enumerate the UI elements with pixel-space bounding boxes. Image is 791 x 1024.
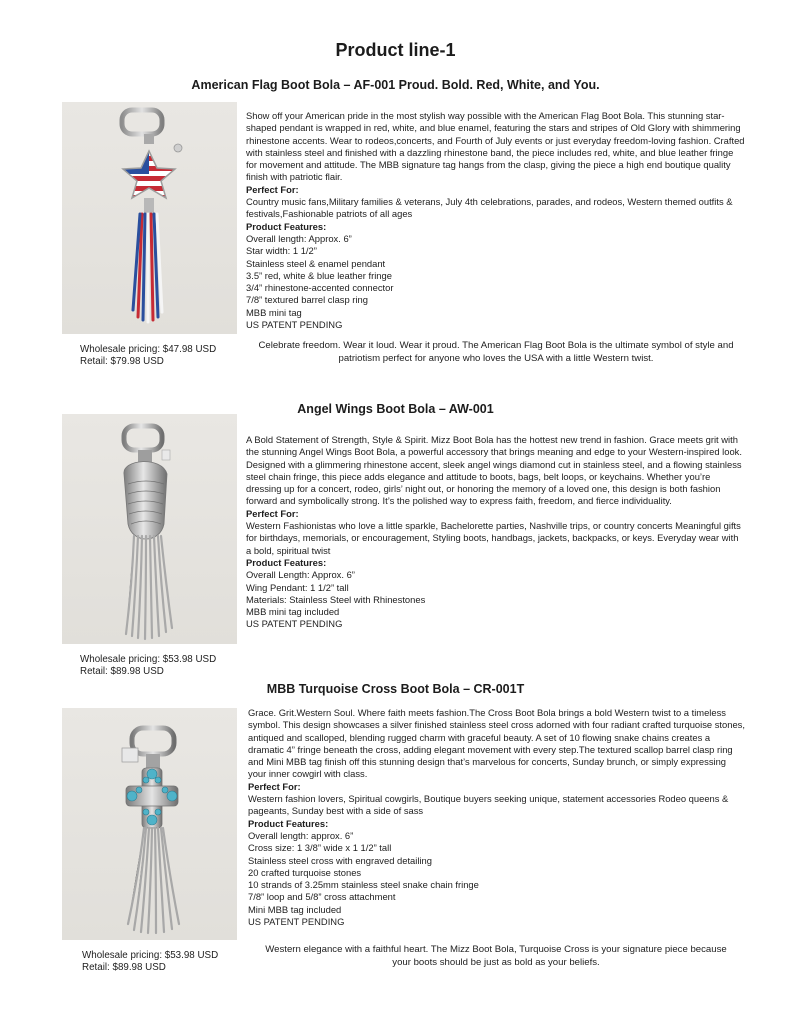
american-flag-description: [246, 110, 746, 331]
description-text: Grace. Grit.Western Soul. Where faith meets fashion.The Cross Boot Bola brings a bold Western twist to a timeless symbol. This design showcases a silver finished stainless steel cross adorned with four radiant crafted turquoise stones, antiqued and scalloped, blending rugged charm with graceful beauty. A set of 10 flowing snake chains creates a dramatic 4” fringe beneath the cross, adding elegant movement with every step.The textured scallop barrel clasp ring and Mini MBB tag finish off this stunning design that’s marvelous for concerts, Sunday brunch, or simply expressing your inner cowgirl with class.: [248, 707, 745, 780]
angel-wings-pricing: [80, 654, 216, 678]
turquoise-cross-closing: Western elegance with a faithful heart. The Mizz Boot Bola, Turquoise Cross is your signature piece because your boots should be just as bold as your beliefs.: [265, 944, 727, 968]
features-label: Product Features:: [248, 817, 329, 829]
angel-wings-bola-image: [62, 414, 237, 644]
feature-item: US PATENT PENDING: [248, 916, 345, 928]
feature-item: 7/8” textured barrel clasp ring: [246, 294, 368, 306]
feature-item: Star width: 1 1/2”: [246, 245, 317, 257]
perfect-for-text: Country music fans,Military families & veterans, July 4th celebrations, parades, and rodeos, Western themed outfits & festivals,Fashionable patriots of all ages: [246, 196, 733, 220]
perfect-for-label: Perfect For:: [246, 507, 299, 519]
feature-item: Wing Pendant: 1 1/2” tall: [246, 581, 349, 593]
retail-price: Retail: $89.98 USD: [80, 666, 164, 677]
feature-item: 20 crafted turquoise stones: [248, 866, 362, 878]
perfect-for-label: Perfect For:: [248, 780, 301, 792]
feature-item: Cross size: 1 3/8” wide x 1 1/2” tall: [248, 842, 392, 854]
feature-item: MBB mini tag: [246, 306, 302, 318]
description-text: Show off your American pride in the most stylish way possible with the American Flag Boot Bola. This stunning star-shaped pendant is wrapped in red, white, and blue enamel, featuring the stars and stripes of Old Glory with shimmering rhinestone accents. Wear to rodeos,concerts, and Fourth of July events or just everyday freedom-loving fashion. Crafted with stainless steel and finished with a dazzling rhinestone band, the piece includes red, white, and blue leather fringe for movement and attitude. The MBB signature tag hangs from the clasp, giving the piece a high end boutique quality finish with patriotic flair.: [246, 110, 745, 183]
retail-price: Retail: $89.98 USD: [82, 962, 166, 973]
wholesale-price: Wholesale pricing: $47.98 USD: [80, 344, 217, 355]
product-title-angel-wings: Angel Wings Boot Bola – AW-001: [297, 402, 494, 416]
feature-item: Materials: Stainless Steel with Rhinestones: [246, 593, 426, 605]
feature-item: Stainless steel cross with engraved detailing: [248, 854, 432, 866]
perfect-for-label: Perfect For:: [246, 183, 299, 195]
feature-item: MBB mini tag included: [246, 606, 340, 618]
product-title-turquoise-cross: MBB Turquoise Cross Boot Bola – CR-001T: [266, 682, 525, 696]
feature-item: 10 strands of 3.25mm stainless steel snake chain fringe: [248, 879, 479, 891]
feature-item: Overall Length: Approx. 6”: [246, 569, 355, 581]
wholesale-price: Wholesale pricing: $53.98 USD: [80, 654, 217, 665]
feature-item: 3/4” rhinestone-accented connector: [246, 282, 394, 294]
turquoise-cross-bola-image: [62, 708, 237, 940]
american-flag-closing: Celebrate freedom. Wear it loud. Wear it proud. The American Flag Boot Bola is the ultimate symbol of style and patriotism perfect for anyone who loves the USA with a little Western twist.: [258, 340, 734, 364]
features-label: Product Features:: [246, 220, 327, 232]
feature-item: Stainless steel & enamel pendant: [246, 257, 386, 269]
turquoise-cross-pricing: [82, 950, 218, 974]
feature-item: Overall length: approx. 6”: [248, 829, 354, 841]
feature-item: 3.5” red, white & blue leather fringe: [246, 269, 392, 281]
american-flag-bola-image: [62, 102, 237, 334]
wholesale-price: Wholesale pricing: $53.98 USD: [82, 950, 219, 961]
retail-price: Retail: $79.98 USD: [80, 356, 164, 367]
feature-item: 7/8” loop and 5/8” cross attachment: [248, 891, 396, 903]
american-flag-pricing: [80, 344, 216, 368]
description-text: A Bold Statement of Strength, Style & Spirit. Mizz Boot Bola has the hottest new trend in fashion. Grace meets grit with the stunning Angel Wings Boot Bola, a powerful accessory that brings meaning and edge to your Western-inspired look. Designed with a glimmering rhinestone accent, sleek angel wings diamond cut in stainless steel, and a flowing stainless steel chain fringe, this piece adds elegance and attitude to boots, bags, belt loops, or keychains. Whether you’re dressing up for a concert, rodeo, girls’ night out, or honoring the memory of a loved one, this design is both fashion forward and symbolically strong. It’s the polished way to express faith, freedom, and fierce individuality.: [246, 434, 742, 507]
perfect-for-text: Western fashion lovers, Spiritual cowgirls, Boutique buyers seeking unique, statement accessories Rodeo queens & pageants, Sunday best with a side of sass: [248, 793, 729, 817]
page-title: Product line-1: [335, 40, 456, 60]
product-title-american-flag: American Flag Boot Bola – AF-001 Proud. Bold. Red, White, and You.: [191, 78, 600, 92]
feature-item: Overall length: Approx. 6”: [246, 232, 352, 244]
features-label: Product Features:: [246, 556, 327, 568]
perfect-for-text: Western Fashionistas who love a little sparkle, Bachelorette parties, Nashville trips, or country concerts Meaningful gifts for birthdays, memorials, or encouragement, Styling boots, handbags, jackets, backpacks, or keys. Everyday wear with a bold, spiritual twist: [246, 520, 741, 556]
angel-wings-description: [246, 434, 746, 631]
feature-item: US PATENT PENDING: [246, 618, 343, 630]
feature-item: Mini MBB tag included: [248, 903, 342, 915]
turquoise-cross-description: [248, 707, 746, 928]
feature-item: US PATENT PENDING: [246, 319, 343, 331]
